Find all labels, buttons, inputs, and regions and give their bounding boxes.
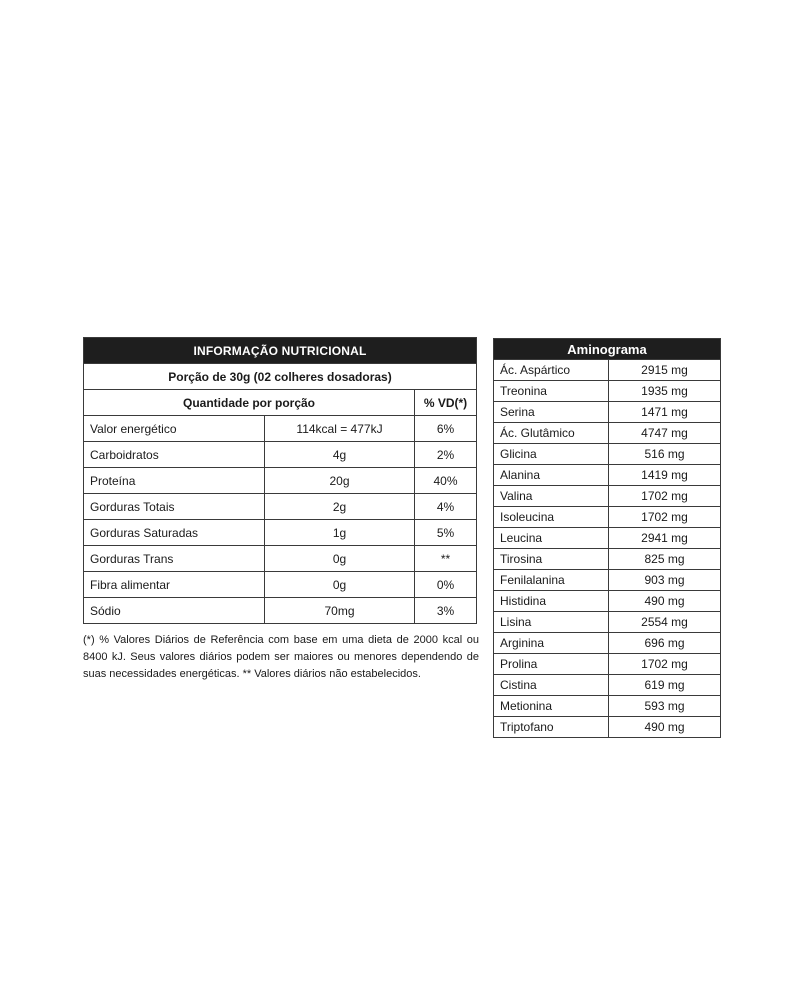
amino-row (494, 444, 721, 465)
amino-acid-name: Histidina (494, 591, 609, 612)
amino-acid-name: Serina (494, 402, 609, 423)
amino-acid-value: 903 mg (609, 570, 721, 591)
amino-acid-value: 825 mg (609, 549, 721, 570)
nutrition-row (84, 598, 477, 624)
amino-acid-value: 2915 mg (609, 360, 721, 381)
nutrient-vd: 5% (415, 520, 477, 546)
amino-row (494, 549, 721, 570)
amino-acid-name: Valina (494, 486, 609, 507)
amino-row (494, 465, 721, 486)
nutrient-quantity: 4g (265, 442, 415, 468)
nutrient-name: Proteína (84, 468, 265, 494)
amino-acid-value: 696 mg (609, 633, 721, 654)
nutrient-quantity: 2g (265, 494, 415, 520)
portion-row (84, 364, 477, 390)
nutrition-title-row (84, 338, 477, 364)
aminogram-title-row (494, 339, 721, 360)
nutrition-facts-table (83, 337, 477, 624)
amino-row (494, 528, 721, 549)
amino-row (494, 486, 721, 507)
amino-row (494, 591, 721, 612)
amino-row (494, 402, 721, 423)
nutrient-name: Gorduras Totais (84, 494, 265, 520)
nutrient-quantity: 114kcal = 477kJ (265, 416, 415, 442)
amino-row (494, 423, 721, 444)
amino-row (494, 507, 721, 528)
portion-label: Porção de 30g (02 colheres dosadoras) (84, 364, 477, 390)
nutrient-vd: 40% (415, 468, 477, 494)
amino-row (494, 570, 721, 591)
amino-acid-name: Triptofano (494, 717, 609, 738)
aminogram-table (493, 338, 721, 738)
nutrition-row (84, 442, 477, 468)
amino-acid-value: 516 mg (609, 444, 721, 465)
amino-acid-name: Alanina (494, 465, 609, 486)
nutrient-name: Gorduras Saturadas (84, 520, 265, 546)
amino-acid-name: Prolina (494, 654, 609, 675)
nutrient-quantity: 1g (265, 520, 415, 546)
amino-acid-value: 4747 mg (609, 423, 721, 444)
nutrient-quantity: 0g (265, 546, 415, 572)
amino-acid-value: 1935 mg (609, 381, 721, 402)
nutrient-name: Fibra alimentar (84, 572, 265, 598)
nutrient-vd: 2% (415, 442, 477, 468)
nutrient-name: Gorduras Trans (84, 546, 265, 572)
nutrient-vd: ** (415, 546, 477, 572)
amino-acid-name: Fenilalanina (494, 570, 609, 591)
amino-acid-value: 490 mg (609, 591, 721, 612)
nutrition-row (84, 416, 477, 442)
quantity-column-header: Quantidade por porção (84, 390, 415, 416)
nutrient-quantity: 0g (265, 572, 415, 598)
amino-acid-value: 619 mg (609, 675, 721, 696)
nutrition-row (84, 468, 477, 494)
nutrient-vd: 0% (415, 572, 477, 598)
nutrition-header-row (84, 390, 477, 416)
amino-acid-value: 2554 mg (609, 612, 721, 633)
nutrition-row (84, 546, 477, 572)
amino-row (494, 717, 721, 738)
nutrient-vd: 4% (415, 494, 477, 520)
nutrition-row (84, 494, 477, 520)
nutrition-footnote: (*) % Valores Diários de Referência com base em uma dieta de 2000 kcal ou 8400 kJ. Seus valores diários podem ser maiores ou menores dependendo de suas necessidades energéticas. ** Valores diários não estabelecidos. (83, 634, 479, 680)
amino-row (494, 381, 721, 402)
amino-row (494, 675, 721, 696)
amino-acid-name: Ác. Aspártico (494, 360, 609, 381)
amino-acid-value: 2941 mg (609, 528, 721, 549)
amino-acid-name: Lisina (494, 612, 609, 633)
amino-acid-value: 593 mg (609, 696, 721, 717)
amino-acid-value: 1702 mg (609, 486, 721, 507)
nutrient-name: Valor energético (84, 416, 265, 442)
amino-acid-name: Tirosina (494, 549, 609, 570)
nutrition-row (84, 572, 477, 598)
amino-acid-value: 490 mg (609, 717, 721, 738)
nutrition-title: INFORMAÇÃO NUTRICIONAL (84, 338, 477, 364)
amino-acid-value: 1419 mg (609, 465, 721, 486)
amino-acid-name: Cistina (494, 675, 609, 696)
amino-acid-name: Treonina (494, 381, 609, 402)
nutrient-quantity: 20g (265, 468, 415, 494)
amino-acid-name: Isoleucina (494, 507, 609, 528)
amino-acid-value: 1702 mg (609, 654, 721, 675)
amino-row (494, 360, 721, 381)
amino-row (494, 633, 721, 654)
amino-acid-name: Metionina (494, 696, 609, 717)
amino-acid-name: Glicina (494, 444, 609, 465)
amino-acid-name: Arginina (494, 633, 609, 654)
amino-row (494, 696, 721, 717)
amino-row (494, 612, 721, 633)
aminogram-title: Aminograma (494, 339, 721, 360)
nutrient-quantity: 70mg (265, 598, 415, 624)
amino-row (494, 654, 721, 675)
amino-acid-name: Ác. Glutâmico (494, 423, 609, 444)
vd-column-header: % VD(*) (415, 390, 477, 416)
amino-acid-name: Leucina (494, 528, 609, 549)
nutrient-vd: 6% (415, 416, 477, 442)
amino-acid-value: 1702 mg (609, 507, 721, 528)
nutrition-row (84, 520, 477, 546)
nutrient-name: Carboidratos (84, 442, 265, 468)
nutrient-vd: 3% (415, 598, 477, 624)
amino-acid-value: 1471 mg (609, 402, 721, 423)
nutrient-name: Sódio (84, 598, 265, 624)
